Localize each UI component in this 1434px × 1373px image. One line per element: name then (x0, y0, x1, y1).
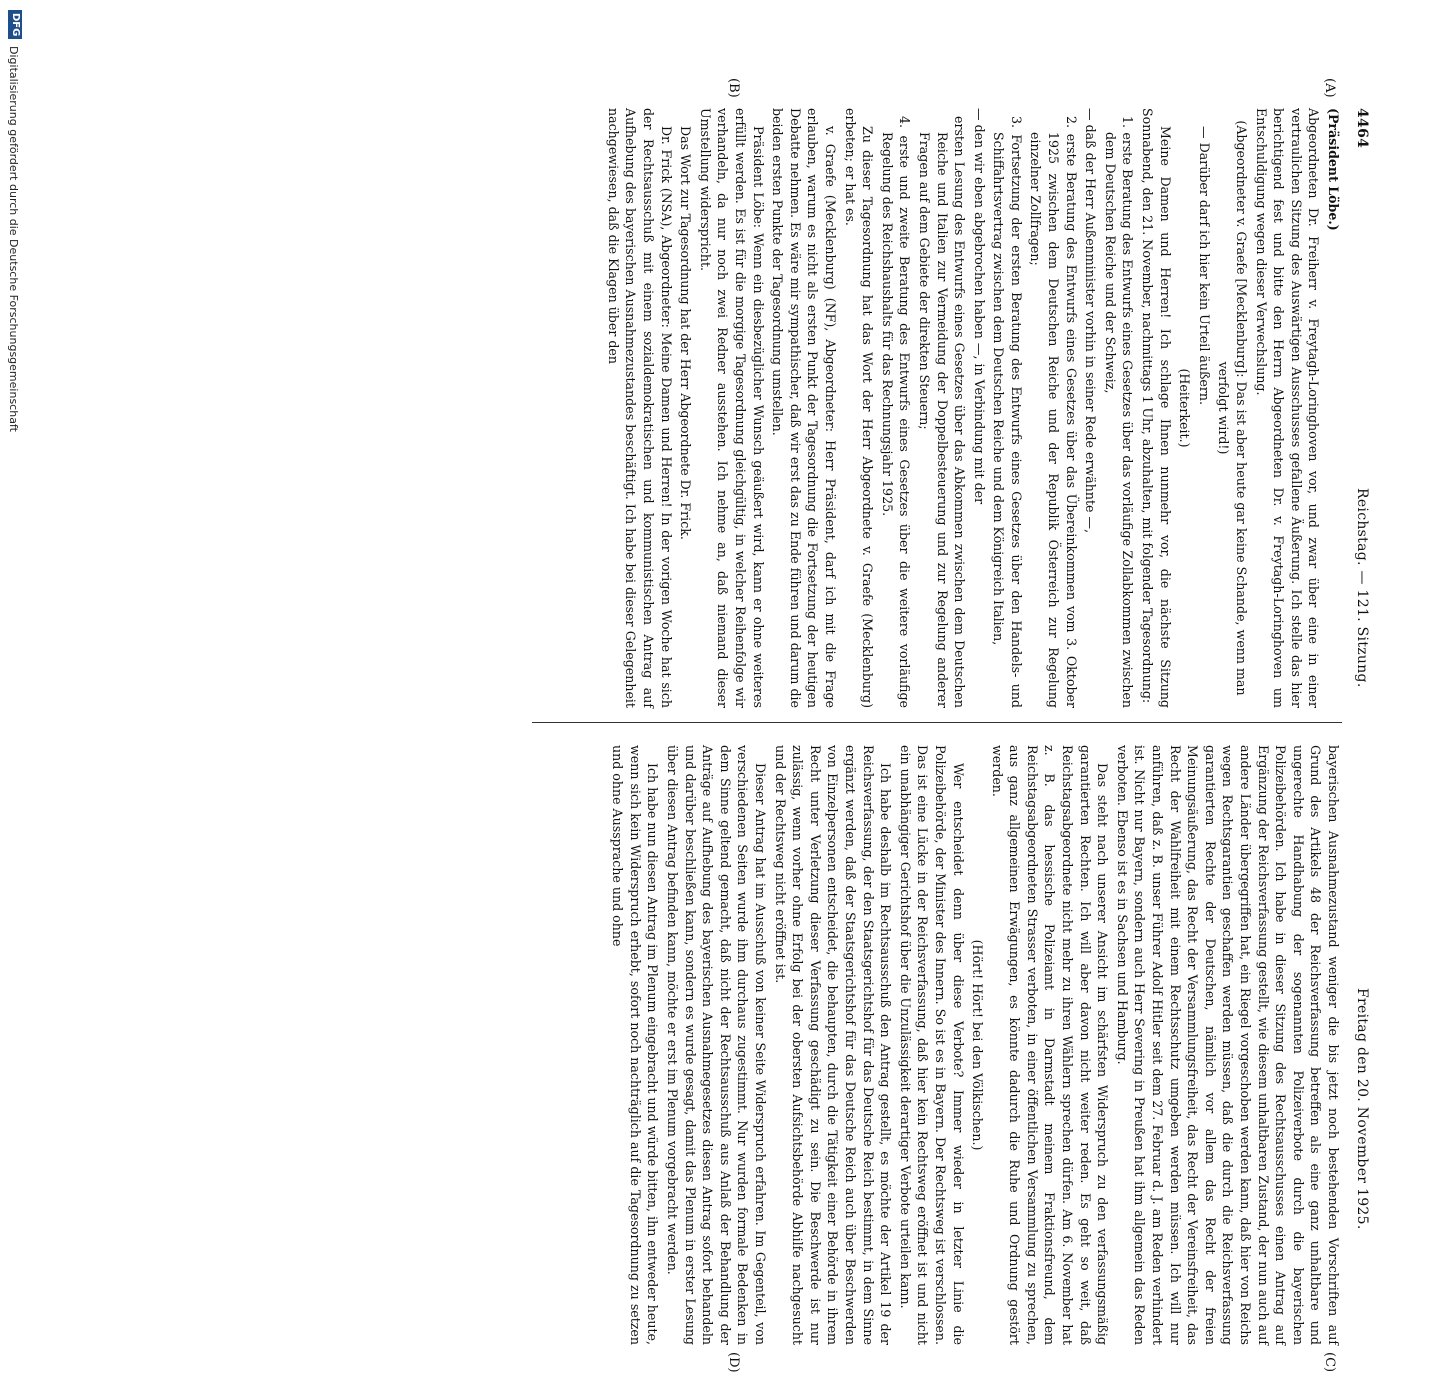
paragraph: Meine Damen und Herren! Ich schlage Ihnen nunmehr vor, die nächste Sitzung Sonnabend, den 21. November, nachmittags 1 Uhr, abzuhalten, mit folgender Tagesordnung: (1140, 108, 1173, 708)
agenda-item: 1. erste Beratung des Entwurfs eines Gesetzes über das vorläufige Zollabkommen zwischen dem Deutschen Reiche und der Schweiz, (1102, 116, 1136, 708)
paragraph: Das steht nach unserer Ansicht im schärfsten Widerspruch zu den verfassungsmäßig garantierten Rechten. Ich will aber davon nicht weiter reden. Es geht so weit, daß Reichstagsabgeordnete nicht mehr zu ihren Wählern sprechen dürfen. Am 6. November hat z. B. das hessische Polizeiamt in Darmstadt meinem Fraktionsfreund, dem Reichstagsabgeordneten Strasser verboten, in einer öffentlichen Versammlung zu sprechen, aus ganz allgemeinen Erwägungen, es könnte dadurch die Ruhe und Ordnung gestört werden. (989, 745, 1111, 1345)
digitization-credit (6, 0, 24, 1000)
column-divider (532, 722, 1342, 723)
speaker-heading: (Präsident Löbe.) (1326, 108, 1341, 231)
page-number: 4464 (1354, 108, 1370, 149)
session-date: Freitag den 20. November 1925. (1354, 988, 1370, 1230)
paragraph: Abgeordneten Dr. Freiherr v. Freytagh-Loringhoven vor, und zwar über eine in einer vertraulichen Sitzung des Auswärtigen Ausschusses gefallene Äußerung. Ich stelle das hier berichtigend fest und bitte den Herrn Abgeordneten Dr. v. Freytagh-Loringhoven um Entschuldigung wegen dieser Verwechslung. (1253, 108, 1322, 708)
paragraph: Dieser Antrag hat im Ausschuß von keiner Seite Widerspruch erfahren. Im Gegenteil, von verschiedenen Seiten wurde ihm durchaus zugestimmt. Nur wurden formale Bedenken in dem Sinne geltend gemacht, daß nicht der Rechtsausschuß aus Anlaß der Behandlung der Anträge auf Aufhebung des bayerischen Ausnahmegesetzes diesen Antrag sofort behandeln und darüber beschließen kann, sondern es wurde gesagt, damit das Plenum in erster Lesung über diesen Antrag befinden kann, möchte er erst im Plenum vorgebracht werden. (665, 745, 768, 1345)
paragraph: — Darüber darf ich hier kein Urteil äußern. (1196, 126, 1212, 405)
margin-marker-d: (D) (726, 1352, 741, 1373)
interjection: (Hört! Hört! bei den Völkischen.) (970, 939, 986, 1151)
paragraph: Das Wort zur Tagesordnung hat der Herr Abgeordnete Dr. Frick. (678, 126, 694, 540)
interjection: (Abgeordneter v. Graefe [Mecklenburg]: Das ist aber heute gar keine Schande, wenn man verfolgt wird!) (1216, 120, 1250, 696)
sitting-title: Reichstag. — 121. Sitzung. (1354, 488, 1370, 688)
page-header (1348, 108, 1374, 1343)
paragraph: Präsident Löbe: Wenn ein diesbezüglicher Wunsch geäußert wird, kann er ohne weiteres erfüllt werden. Es ist für die morgige Tagesordnung gleichgültig, in welcher Reihenfolge wir verhandeln, da nur noch zwei Redner ausstehen. Ich nehme an, daß niemand dieser Umstellung widerspricht. (697, 108, 766, 708)
paragraph: v. Graefe (Mecklenburg) (NF), Abgeordneter: Herr Präsident, darf ich mit die Frage erlauben, warum es nicht als ersten Punkt der Tagesordnung die Fortsetzung der heutigen Debatte nehmen. Es wäre mir sympathischer, daß wir erst das zu Ende führen und darum die beiden ersten Punkte der Tagesordnung umstellen. (770, 108, 838, 708)
agenda-item: 2. erste Beratung des Entwurfs eines Gesetzes über das Übereinkommen vom 3. Oktober 1925 zwischen dem Deutschen Reiche und der Republik Österreich zur Regelung einzelner Zollfragen; (1028, 116, 1079, 708)
paragraph: Zu dieser Tagesordnung hat das Wort der Herr Abgeordnete v. Graefe (Mecklenburg) erbeten; er hat es. (842, 108, 876, 708)
paragraph: — daß der Herr Außenminister vorhin in seiner Rede erwähnte —, (1083, 108, 1099, 534)
left-column (602, 108, 1342, 708)
dfg-logo: DFG (8, 10, 22, 39)
credit-text: Digitalisierung gefördert durch die Deutsche Forschungsgemeinschaft (7, 46, 20, 432)
margin-marker-a: (A) (1322, 78, 1337, 98)
paragraph: Ich habe nun diesen Antrag im Plenum eingebracht und würde bitten, ihn entweder heute, wenn sich kein Widerspruch erhebt, sofort noch nachträglich auf die Tagesordnung zu setzen und ohne Aussprache und ohne (610, 745, 661, 1345)
paragraph: bayerischen Ausnahmezustand weniger die bis jetzt noch bestehenden Vorschriften auf Grund des Artikels 48 der Reichsverfassung betreffen als eine ganz unhaltbare und ungerechte Handhabung der sogenannten Polizeiverbote durch die bayerischen Polizeibehörden. Ich habe in dieser Sitzung des Rechtsausschusses einen Antrag auf Ergänzung der Reichsverfassung gestellt, wie diesem unhaltbaren Zustand, der nun auch auf andere Länder übergegriffen hat, ein Riegel vorgeschoben werden kann, daß hier von Reichs wegen Rechtsgarantien geschaffen werden müssen, daß die durch die Reichsverfassung garantierten Rechte der Deutschen, nämlich vor allem das Recht der freien Meinungsäußerung, das Recht der Versammlungsfreiheit, das Recht der Vereinsfreiheit, das Recht der Wahlfreiheit mit einem Rechtsschutz umgeben werden müssen. Ich will nur anführen, daß z. B. unser Führer Adolf Hitler seit dem 27. Februar d. J. am Reden verhindert ist. Nicht nur Bayern, sondern auch Herr Severing in Preußen hat ihm allgemein das Reden verboten. Ebenso ist es in Sachsen und Hamburg. (1114, 745, 1341, 1345)
paragraph: Dr. Frick (NSA), Abgeordneter: Meine Damen und Herren! In der vorigen Woche hat sich der Rechtsausschuß mit einem sozialdemokratischen und kommunistischen Antrag auf Aufhebung des bayerischen Ausnahmezustandes beschäftigt. Ich habe bei dieser Gelegenheit nachgewiesen, daß die Klagen über den (605, 108, 674, 708)
interjection: (Heiterkeit.) (1177, 368, 1193, 448)
paragraph: Ich habe deshalb im Rechtsausschuß den Antrag gestellt, es möchte der Artikel 19 der Reichsverfassung, der den Staatsgerichtshof für das Deutsche Reich bestimmt, in dem Sinne ergänzt werden, daß der Staatsgerichtshof für das Deutsche Reich auch über Beschwerden von Einzelpersonen entscheidet, die behaupten, durch die Tätigkeit einer Behörde in ihrem Recht unter Verletzung dieser Verfassung geschädigt zu sein. Die Beschwerde ist nur zulässig, wenn vorher ohne Erfolg bei der obersten Aufsichtsbehörde Abhilfe nachgesucht und der Rechtsweg nicht eröffnet ist. (772, 745, 894, 1345)
margin-marker-c: (C) (1322, 1352, 1337, 1373)
right-column (607, 745, 1342, 1345)
agenda-item: 4. erste und zweite Beratung des Entwurfs eines Gesetzes über die weitere vorläufige Regelung des Reichshaushalts für das Rechnungsjahr 1925. (879, 116, 913, 708)
margin-marker-b: (B) (726, 78, 741, 98)
agenda-item: ersten Lesung des Entwurfs eines Gesetzes über das Abkommen zwischen dem Deutschen Reiche und Italien zur Vermeidung der Doppelbesteuerung und zur Regelung anderer Fragen auf dem Gebiete der direkten Steuern; (916, 116, 968, 708)
paragraph: Wer entscheidet denn über diese Verbote? Immer wieder in letzter Linie die Polizeibehörde, der Minister des Innern. So ist es in Bayern. Der Rechtsweg ist verschlossen. Das ist eine Lücke in der Reichsverfassung, daß hier kein Rechtsweg eröffnet ist und nicht ein unabhängiger Gerichtshof über die Unzulässigkeit derartiger Verbote urteilen kann. (897, 745, 966, 1345)
paragraph: — den wir eben abgebrochen haben —, in Verbindung mit der (971, 108, 987, 505)
agenda-item: 3. Fortsetzung der ersten Beratung des Entwurfs eines Gesetzes über den Handels- und Schiffahrtsvertrag zwischen dem Deutschen Reiche und dem Königreich Italien, (991, 116, 1024, 708)
